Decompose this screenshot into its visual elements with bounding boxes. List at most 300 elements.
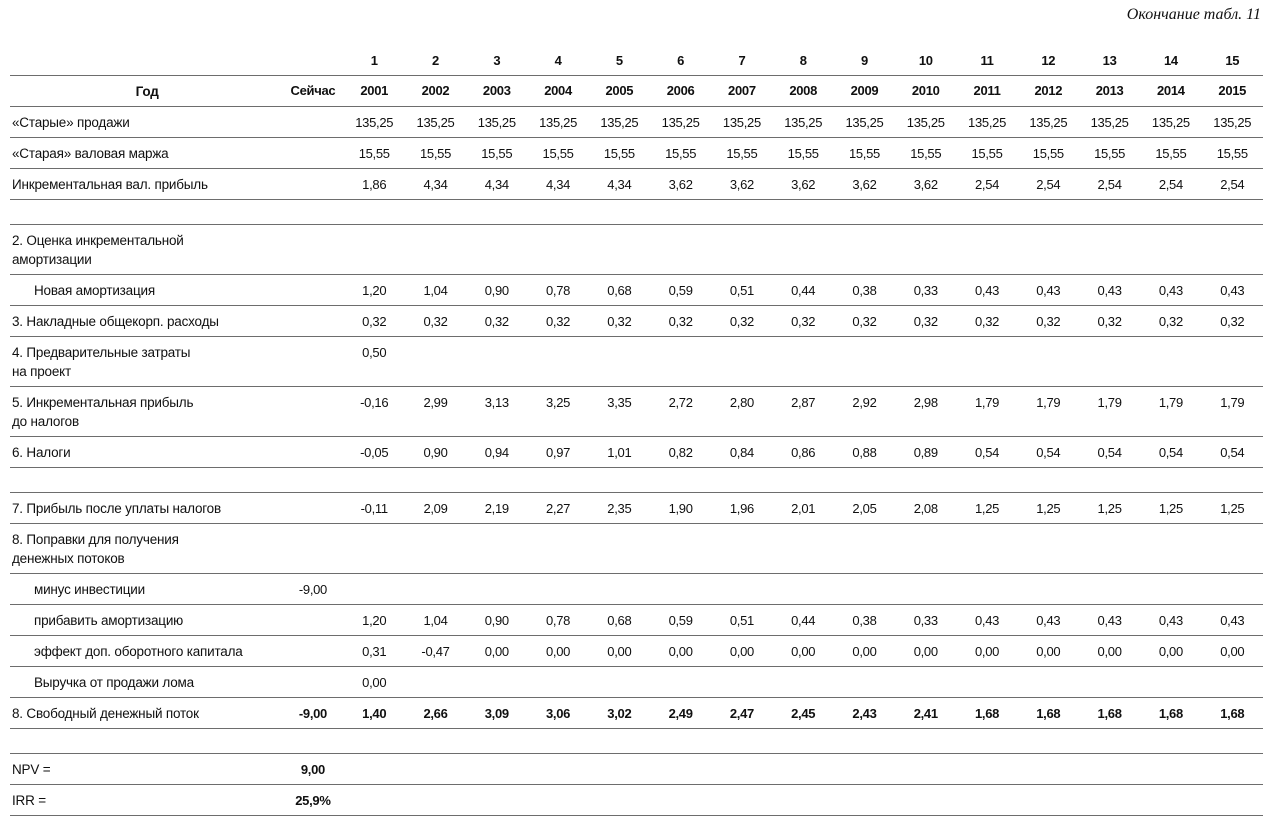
cell-period-15: 1,79 bbox=[1202, 387, 1263, 437]
cell-period-10: 0,89 bbox=[895, 437, 956, 468]
cell-period-10: 2010 bbox=[895, 76, 956, 107]
cell-period-5: 3,35 bbox=[589, 387, 650, 437]
cell-period-3: 0,94 bbox=[466, 437, 527, 468]
cell-period-12: 0,00 bbox=[1018, 636, 1079, 667]
cell-period-7 bbox=[711, 785, 772, 816]
cell-period-15: 2,54 bbox=[1202, 169, 1263, 200]
cell-period-4 bbox=[527, 754, 588, 785]
cell-period-8: 0,86 bbox=[773, 437, 834, 468]
cell-period-4: 2004 bbox=[527, 76, 588, 107]
row-label: прибавить амортизацию bbox=[10, 605, 282, 636]
preliminary-costs-row bbox=[10, 337, 1263, 387]
cell-period-4 bbox=[527, 785, 588, 816]
cell-period-9: 2,43 bbox=[834, 698, 895, 729]
cell-period-5: 4,34 bbox=[589, 169, 650, 200]
cell-period-10 bbox=[895, 524, 956, 574]
financial-table-body bbox=[10, 46, 1263, 816]
cell-period-5: 0,00 bbox=[589, 636, 650, 667]
cell-period-3: 15,55 bbox=[466, 138, 527, 169]
cell-period-10 bbox=[895, 785, 956, 816]
cell-period-7: 0,51 bbox=[711, 275, 772, 306]
cell-period-11: 1,25 bbox=[956, 493, 1017, 524]
cell-now bbox=[282, 275, 343, 306]
cell-period-6: 0,00 bbox=[650, 636, 711, 667]
cell-period-5: 1,01 bbox=[589, 437, 650, 468]
cell-period-14: 2014 bbox=[1140, 76, 1201, 107]
cell-period-2: 2002 bbox=[405, 76, 466, 107]
cell-period-8 bbox=[773, 225, 834, 275]
cell-period-8 bbox=[773, 754, 834, 785]
cell-period-1: 15,55 bbox=[344, 138, 405, 169]
cell-period-7: 2007 bbox=[711, 76, 772, 107]
cell-now bbox=[282, 524, 343, 574]
cell-period-13: 13 bbox=[1079, 46, 1140, 76]
cell-period-9: 0,38 bbox=[834, 275, 895, 306]
cell-period-11 bbox=[956, 337, 1017, 387]
cell-period-2: 135,25 bbox=[405, 107, 466, 138]
cell-period-2: 2,99 bbox=[405, 387, 466, 437]
cell-period-3 bbox=[466, 574, 527, 605]
cell-period-12: 0,43 bbox=[1018, 605, 1079, 636]
cell-period-11 bbox=[956, 225, 1017, 275]
cell-period-1: -0,16 bbox=[344, 387, 405, 437]
cell-period-8: 0,00 bbox=[773, 636, 834, 667]
cell-period-9: 2009 bbox=[834, 76, 895, 107]
cell-period-4 bbox=[527, 524, 588, 574]
cell-period-2: 2,09 bbox=[405, 493, 466, 524]
cell-period-10 bbox=[895, 225, 956, 275]
scrap-sale-proceeds-row bbox=[10, 667, 1263, 698]
cell-period-12 bbox=[1018, 574, 1079, 605]
cell-period-11: 15,55 bbox=[956, 138, 1017, 169]
cell-period-15 bbox=[1202, 785, 1263, 816]
cell-period-13: 2,54 bbox=[1079, 169, 1140, 200]
section-2-depreciation-row bbox=[10, 225, 1263, 275]
cell-period-7: 2,47 bbox=[711, 698, 772, 729]
cell-period-3: 3,09 bbox=[466, 698, 527, 729]
spacer-row-1 bbox=[10, 200, 1263, 225]
cell-period-11: 135,25 bbox=[956, 107, 1017, 138]
cell-period-13: 15,55 bbox=[1079, 138, 1140, 169]
cell-period-8: 3,62 bbox=[773, 169, 834, 200]
row-label: 3. Накладные общекорп. расходы bbox=[10, 306, 282, 337]
cell-period-10 bbox=[895, 337, 956, 387]
cell-period-8 bbox=[773, 524, 834, 574]
cell-period-12: 0,43 bbox=[1018, 275, 1079, 306]
cell-period-14 bbox=[1140, 225, 1201, 275]
cell-period-10: 15,55 bbox=[895, 138, 956, 169]
cell-period-2: -0,47 bbox=[405, 636, 466, 667]
cell-period-7: 15,55 bbox=[711, 138, 772, 169]
cell-period-9 bbox=[834, 225, 895, 275]
cell-period-6 bbox=[650, 754, 711, 785]
cell-now bbox=[282, 138, 343, 169]
row-label: IRR = bbox=[10, 785, 282, 816]
cell-period-2 bbox=[405, 225, 466, 275]
row-label: 6. Налоги bbox=[10, 437, 282, 468]
cell-period-10: 135,25 bbox=[895, 107, 956, 138]
cell-period-12: 2012 bbox=[1018, 76, 1079, 107]
cell-period-3: 3,13 bbox=[466, 387, 527, 437]
cell-period-13 bbox=[1079, 574, 1140, 605]
cell-period-7: 0,00 bbox=[711, 636, 772, 667]
cell-period-13: 2013 bbox=[1079, 76, 1140, 107]
row-label: Новая амортизация bbox=[10, 275, 282, 306]
cell-period-9: 0,32 bbox=[834, 306, 895, 337]
cell-period-10: 2,98 bbox=[895, 387, 956, 437]
cell-period-15: 15 bbox=[1202, 46, 1263, 76]
cell-period-15: 15,55 bbox=[1202, 138, 1263, 169]
row-label: «Старые» продажи bbox=[10, 107, 282, 138]
cell-period-6: 2006 bbox=[650, 76, 711, 107]
cell-period-13: 1,68 bbox=[1079, 698, 1140, 729]
cell-period-8 bbox=[773, 337, 834, 387]
cell-period-14: 0,32 bbox=[1140, 306, 1201, 337]
cell-period-12: 2,54 bbox=[1018, 169, 1079, 200]
spacer-cell bbox=[10, 200, 1263, 225]
cell-now bbox=[282, 605, 343, 636]
cell-period-10 bbox=[895, 574, 956, 605]
row-label: 5. Инкрементальная прибыль до налогов bbox=[10, 387, 282, 437]
cell-period-7: 7 bbox=[711, 46, 772, 76]
financial-table bbox=[10, 46, 1263, 816]
cell-period-11: 0,43 bbox=[956, 605, 1017, 636]
cell-period-8: 0,32 bbox=[773, 306, 834, 337]
cell-period-3: 2003 bbox=[466, 76, 527, 107]
cell-period-1: 0,50 bbox=[344, 337, 405, 387]
cell-period-12 bbox=[1018, 785, 1079, 816]
row-label: 7. Прибыль после уплаты налогов bbox=[10, 493, 282, 524]
cell-period-9 bbox=[834, 754, 895, 785]
cell-period-11 bbox=[956, 574, 1017, 605]
irr-row bbox=[10, 785, 1263, 816]
cell-period-6: 15,55 bbox=[650, 138, 711, 169]
cell-period-5: 2005 bbox=[589, 76, 650, 107]
cell-period-9 bbox=[834, 574, 895, 605]
cell-period-13: 135,25 bbox=[1079, 107, 1140, 138]
table-continuation-caption: Окончание табл. 11 bbox=[1126, 6, 1261, 23]
cell-period-5 bbox=[589, 667, 650, 698]
cell-period-4: 0,00 bbox=[527, 636, 588, 667]
cell-period-9: 0,88 bbox=[834, 437, 895, 468]
cell-now bbox=[282, 636, 343, 667]
cell-period-2 bbox=[405, 574, 466, 605]
cell-period-14: 0,00 bbox=[1140, 636, 1201, 667]
cell-period-3 bbox=[466, 785, 527, 816]
cell-period-7 bbox=[711, 574, 772, 605]
npv-row bbox=[10, 754, 1263, 785]
cell-period-11: 0,54 bbox=[956, 437, 1017, 468]
period-number-row bbox=[10, 46, 1263, 76]
cell-period-3 bbox=[466, 225, 527, 275]
cell-period-7: 1,96 bbox=[711, 493, 772, 524]
cell-period-1 bbox=[344, 225, 405, 275]
cell-period-2 bbox=[405, 754, 466, 785]
cell-period-1 bbox=[344, 785, 405, 816]
cell-period-10: 0,32 bbox=[895, 306, 956, 337]
cell-period-6: 2,49 bbox=[650, 698, 711, 729]
cell-period-7: 0,32 bbox=[711, 306, 772, 337]
cell-period-6: 135,25 bbox=[650, 107, 711, 138]
cell-period-10: 0,33 bbox=[895, 605, 956, 636]
cell-period-8 bbox=[773, 785, 834, 816]
cell-period-1 bbox=[344, 524, 405, 574]
cell-period-14 bbox=[1140, 785, 1201, 816]
cell-period-5: 15,55 bbox=[589, 138, 650, 169]
cell-period-3: 2,19 bbox=[466, 493, 527, 524]
cell-period-6: 6 bbox=[650, 46, 711, 76]
cell-period-3 bbox=[466, 337, 527, 387]
incremental-pretax-profit-row bbox=[10, 387, 1263, 437]
cell-period-1 bbox=[344, 574, 405, 605]
cell-period-4 bbox=[527, 667, 588, 698]
cell-period-12 bbox=[1018, 337, 1079, 387]
cell-period-15 bbox=[1202, 524, 1263, 574]
cell-period-12 bbox=[1018, 667, 1079, 698]
cell-period-2: 2,66 bbox=[405, 698, 466, 729]
cell-period-9: 135,25 bbox=[834, 107, 895, 138]
cell-period-12 bbox=[1018, 754, 1079, 785]
cell-period-4 bbox=[527, 574, 588, 605]
cell-period-2: 2 bbox=[405, 46, 466, 76]
cell-period-3 bbox=[466, 524, 527, 574]
cell-period-7: 3,62 bbox=[711, 169, 772, 200]
row-label: 4. Предварительные затраты на проект bbox=[10, 337, 282, 387]
cell-period-8 bbox=[773, 667, 834, 698]
cell-period-1: 1,20 bbox=[344, 275, 405, 306]
cell-now bbox=[282, 46, 343, 76]
cell-period-1 bbox=[344, 754, 405, 785]
cell-period-14 bbox=[1140, 337, 1201, 387]
cell-period-2 bbox=[405, 524, 466, 574]
new-depreciation-row bbox=[10, 275, 1263, 306]
cell-now bbox=[282, 493, 343, 524]
cell-period-2: 0,90 bbox=[405, 437, 466, 468]
cell-now bbox=[282, 437, 343, 468]
row-label bbox=[10, 46, 282, 76]
cell-period-13 bbox=[1079, 524, 1140, 574]
cell-period-15: 1,25 bbox=[1202, 493, 1263, 524]
cell-period-6: 2,72 bbox=[650, 387, 711, 437]
cell-period-8: 2,45 bbox=[773, 698, 834, 729]
cell-period-12: 15,55 bbox=[1018, 138, 1079, 169]
cell-period-9 bbox=[834, 337, 895, 387]
cell-period-4: 0,32 bbox=[527, 306, 588, 337]
cell-now: -9,00 bbox=[282, 698, 343, 729]
cell-period-4 bbox=[527, 337, 588, 387]
cell-period-8: 0,44 bbox=[773, 275, 834, 306]
cell-period-11: 2,54 bbox=[956, 169, 1017, 200]
cell-period-3: 3 bbox=[466, 46, 527, 76]
cell-now bbox=[282, 306, 343, 337]
cell-period-3: 0,00 bbox=[466, 636, 527, 667]
cell-period-4: 0,78 bbox=[527, 275, 588, 306]
cell-period-7: 135,25 bbox=[711, 107, 772, 138]
year-row bbox=[10, 76, 1263, 107]
cell-period-8: 2,01 bbox=[773, 493, 834, 524]
cell-period-6 bbox=[650, 524, 711, 574]
spacer-cell bbox=[10, 729, 1263, 754]
working-capital-effect-row bbox=[10, 636, 1263, 667]
cell-period-6 bbox=[650, 225, 711, 275]
cell-period-5: 0,68 bbox=[589, 275, 650, 306]
cell-period-13: 1,25 bbox=[1079, 493, 1140, 524]
cell-now bbox=[282, 667, 343, 698]
cell-period-12: 1,25 bbox=[1018, 493, 1079, 524]
row-label: 2. Оценка инкрементальной амортизации bbox=[10, 225, 282, 275]
cell-period-5 bbox=[589, 225, 650, 275]
cell-period-8: 135,25 bbox=[773, 107, 834, 138]
cell-period-2 bbox=[405, 667, 466, 698]
cell-period-14: 1,79 bbox=[1140, 387, 1201, 437]
cell-now: 9,00 bbox=[282, 754, 343, 785]
cell-period-12: 0,32 bbox=[1018, 306, 1079, 337]
row-label: NPV = bbox=[10, 754, 282, 785]
cell-period-5: 2,35 bbox=[589, 493, 650, 524]
cell-period-14: 1,68 bbox=[1140, 698, 1201, 729]
row-label: Инкрементальная вал. прибыль bbox=[10, 169, 282, 200]
cell-period-6: 0,59 bbox=[650, 605, 711, 636]
cell-period-6 bbox=[650, 785, 711, 816]
cell-period-7 bbox=[711, 667, 772, 698]
cell-period-14: 1,25 bbox=[1140, 493, 1201, 524]
cell-period-9: 2,92 bbox=[834, 387, 895, 437]
cell-period-5: 135,25 bbox=[589, 107, 650, 138]
cell-period-14 bbox=[1140, 754, 1201, 785]
cell-period-6: 3,62 bbox=[650, 169, 711, 200]
cell-period-6: 1,90 bbox=[650, 493, 711, 524]
cell-period-4 bbox=[527, 225, 588, 275]
cell-now: -9,00 bbox=[282, 574, 343, 605]
cell-period-11 bbox=[956, 667, 1017, 698]
cell-period-10: 0,00 bbox=[895, 636, 956, 667]
cell-period-11: 0,00 bbox=[956, 636, 1017, 667]
cell-period-12: 0,54 bbox=[1018, 437, 1079, 468]
cell-period-3 bbox=[466, 754, 527, 785]
cell-period-14: 2,54 bbox=[1140, 169, 1201, 200]
cell-period-15 bbox=[1202, 754, 1263, 785]
overhead-costs-row bbox=[10, 306, 1263, 337]
cell-period-1: 2001 bbox=[344, 76, 405, 107]
cell-period-8: 2,87 bbox=[773, 387, 834, 437]
cell-period-13 bbox=[1079, 337, 1140, 387]
cell-period-3: 4,34 bbox=[466, 169, 527, 200]
cell-now: 25,9% bbox=[282, 785, 343, 816]
cell-period-15 bbox=[1202, 667, 1263, 698]
cell-period-2 bbox=[405, 337, 466, 387]
cell-period-5 bbox=[589, 754, 650, 785]
cell-period-11 bbox=[956, 754, 1017, 785]
cell-period-9: 2,05 bbox=[834, 493, 895, 524]
cell-period-6 bbox=[650, 574, 711, 605]
cell-period-2: 0,32 bbox=[405, 306, 466, 337]
cell-period-7: 0,84 bbox=[711, 437, 772, 468]
cell-period-9: 9 bbox=[834, 46, 895, 76]
cell-period-12: 1,68 bbox=[1018, 698, 1079, 729]
cell-period-5: 3,02 bbox=[589, 698, 650, 729]
cell-period-4: 0,78 bbox=[527, 605, 588, 636]
cell-period-4: 0,97 bbox=[527, 437, 588, 468]
old-gross-margin-row bbox=[10, 138, 1263, 169]
cell-period-13: 0,32 bbox=[1079, 306, 1140, 337]
cell-period-10 bbox=[895, 754, 956, 785]
row-label: Выручка от продажи лома bbox=[10, 667, 282, 698]
cell-period-14 bbox=[1140, 667, 1201, 698]
cell-period-2: 4,34 bbox=[405, 169, 466, 200]
cell-now: Сейчас bbox=[282, 76, 343, 107]
cell-period-3: 0,32 bbox=[466, 306, 527, 337]
cell-period-14 bbox=[1140, 574, 1201, 605]
cell-period-15: 0,00 bbox=[1202, 636, 1263, 667]
cell-period-7 bbox=[711, 524, 772, 574]
cell-period-14: 15,55 bbox=[1140, 138, 1201, 169]
cell-period-11: 0,32 bbox=[956, 306, 1017, 337]
row-label: «Старая» валовая маржа bbox=[10, 138, 282, 169]
spacer-row-3 bbox=[10, 729, 1263, 754]
incremental-gross-profit-row bbox=[10, 169, 1263, 200]
cell-period-10: 0,33 bbox=[895, 275, 956, 306]
cell-period-14: 135,25 bbox=[1140, 107, 1201, 138]
cell-period-10: 2,41 bbox=[895, 698, 956, 729]
cell-period-13 bbox=[1079, 785, 1140, 816]
cell-period-1: 1,20 bbox=[344, 605, 405, 636]
cell-now bbox=[282, 107, 343, 138]
cell-period-8 bbox=[773, 574, 834, 605]
cell-period-6 bbox=[650, 337, 711, 387]
cell-period-1: 1,40 bbox=[344, 698, 405, 729]
section-8-adjustments-row bbox=[10, 524, 1263, 574]
cell-period-14: 0,54 bbox=[1140, 437, 1201, 468]
cell-period-13 bbox=[1079, 225, 1140, 275]
cell-period-1: -0,05 bbox=[344, 437, 405, 468]
cell-period-4: 2,27 bbox=[527, 493, 588, 524]
cell-period-12 bbox=[1018, 225, 1079, 275]
cell-period-10: 10 bbox=[895, 46, 956, 76]
free-cash-flow-row bbox=[10, 698, 1263, 729]
cell-now bbox=[282, 387, 343, 437]
after-tax-profit-row bbox=[10, 493, 1263, 524]
cell-period-4: 3,06 bbox=[527, 698, 588, 729]
cell-period-2: 15,55 bbox=[405, 138, 466, 169]
cell-period-5: 0,32 bbox=[589, 306, 650, 337]
cell-period-14: 14 bbox=[1140, 46, 1201, 76]
cell-period-9: 0,00 bbox=[834, 636, 895, 667]
cell-period-11: 0,43 bbox=[956, 275, 1017, 306]
cell-period-11 bbox=[956, 524, 1017, 574]
cell-period-4: 3,25 bbox=[527, 387, 588, 437]
old-sales-row bbox=[10, 107, 1263, 138]
cell-period-14 bbox=[1140, 524, 1201, 574]
row-label: Год bbox=[10, 76, 282, 107]
cell-period-7 bbox=[711, 337, 772, 387]
cell-now bbox=[282, 337, 343, 387]
spacer-cell bbox=[10, 468, 1263, 493]
cell-period-15: 135,25 bbox=[1202, 107, 1263, 138]
row-label: 8. Свободный денежный поток bbox=[10, 698, 282, 729]
cell-period-12: 135,25 bbox=[1018, 107, 1079, 138]
cell-period-3: 135,25 bbox=[466, 107, 527, 138]
cell-period-11 bbox=[956, 785, 1017, 816]
cell-period-7 bbox=[711, 754, 772, 785]
cell-period-12: 12 bbox=[1018, 46, 1079, 76]
cell-period-8: 0,44 bbox=[773, 605, 834, 636]
cell-period-5 bbox=[589, 337, 650, 387]
cell-period-2: 1,04 bbox=[405, 275, 466, 306]
row-label: 8. Поправки для получения денежных потоков bbox=[10, 524, 282, 574]
cell-period-8: 8 bbox=[773, 46, 834, 76]
cell-period-7: 2,80 bbox=[711, 387, 772, 437]
cell-period-13 bbox=[1079, 754, 1140, 785]
